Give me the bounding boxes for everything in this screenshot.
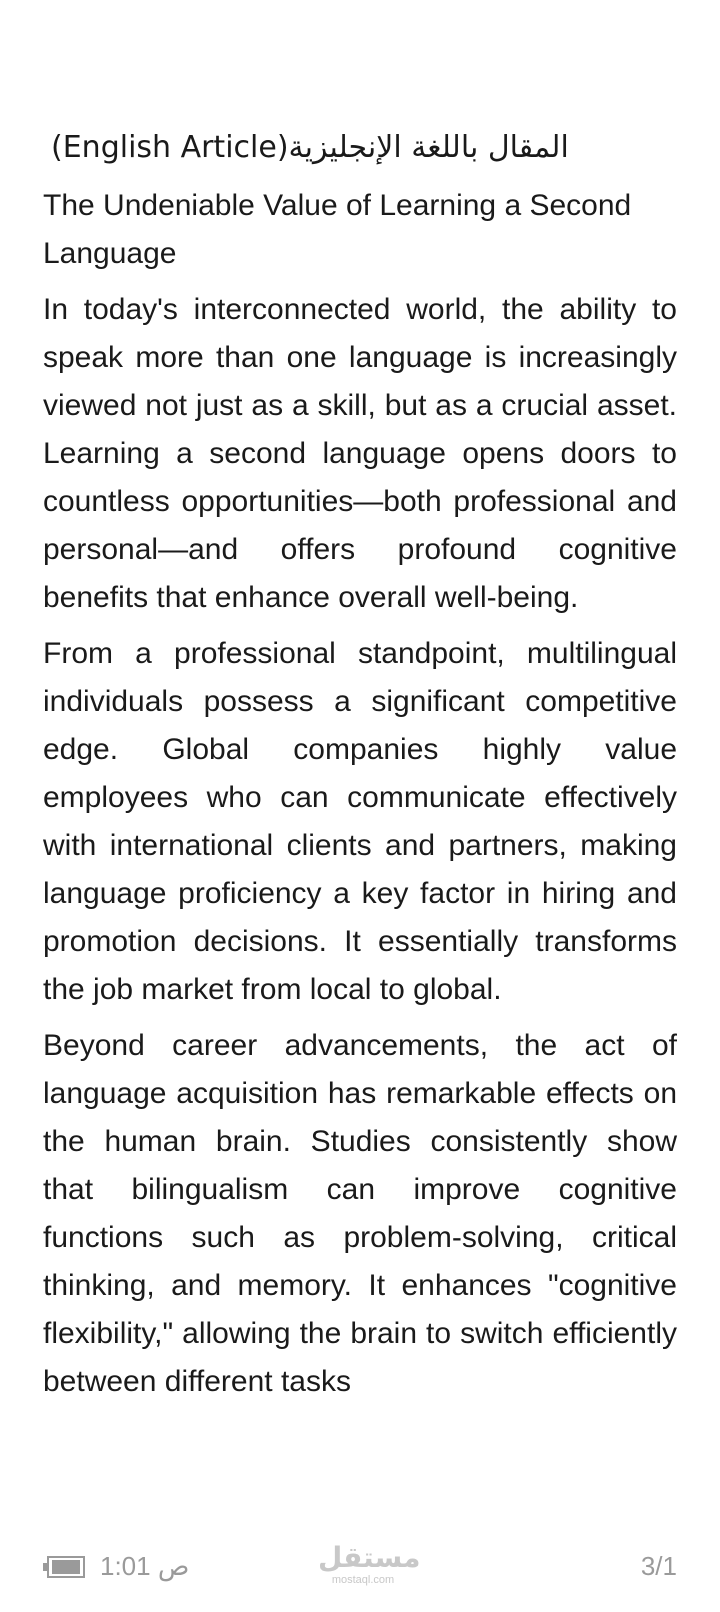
paragraph-3: Beyond career advancements, the act of language acquisition has remarkable effects on the human brain. Studies consistently show that bilingualism can improve cognitive functions such as problem-solving, critical thinking, and memory. It enhances "cognitive flexibility," allowing the brain to switch efficiently between different tasks	[43, 1029, 677, 1398]
clock-time: 1:01 ص	[100, 1551, 190, 1581]
watermark-logo: مستقل	[318, 1541, 421, 1574]
article-title: The Undeniable Value of Learning a Second Language	[43, 189, 632, 270]
document-heading: المقال باللغة الإنجليزية(English Article)	[51, 130, 569, 165]
paragraph-2: From a professional standpoint, multilingual individuals possess a significant competitive edge. Global companies highly value employees who can communicate effectively with international clients and partners, making language proficiency a key factor in hiring and promotion decisions. It essentially transforms the job market from local to global.	[43, 637, 677, 1006]
battery-icon	[43, 1556, 85, 1578]
page-indicator: 3/1	[640, 1551, 677, 1581]
document-page	[43, 128, 677, 1414]
paragraph-1: In today's interconnected world, the ability to speak more than one language is increasingly viewed not just as a skill, but as a crucial asset. Learning a second language opens doors to countless opportunities—both professional and personal—and offers profound cognitive benefits that enhance overall well-being.	[43, 293, 677, 614]
status-footer	[0, 1542, 720, 1592]
watermark-domain: mostaql.com	[331, 1574, 395, 1586]
mostaql-watermark	[318, 1541, 421, 1586]
